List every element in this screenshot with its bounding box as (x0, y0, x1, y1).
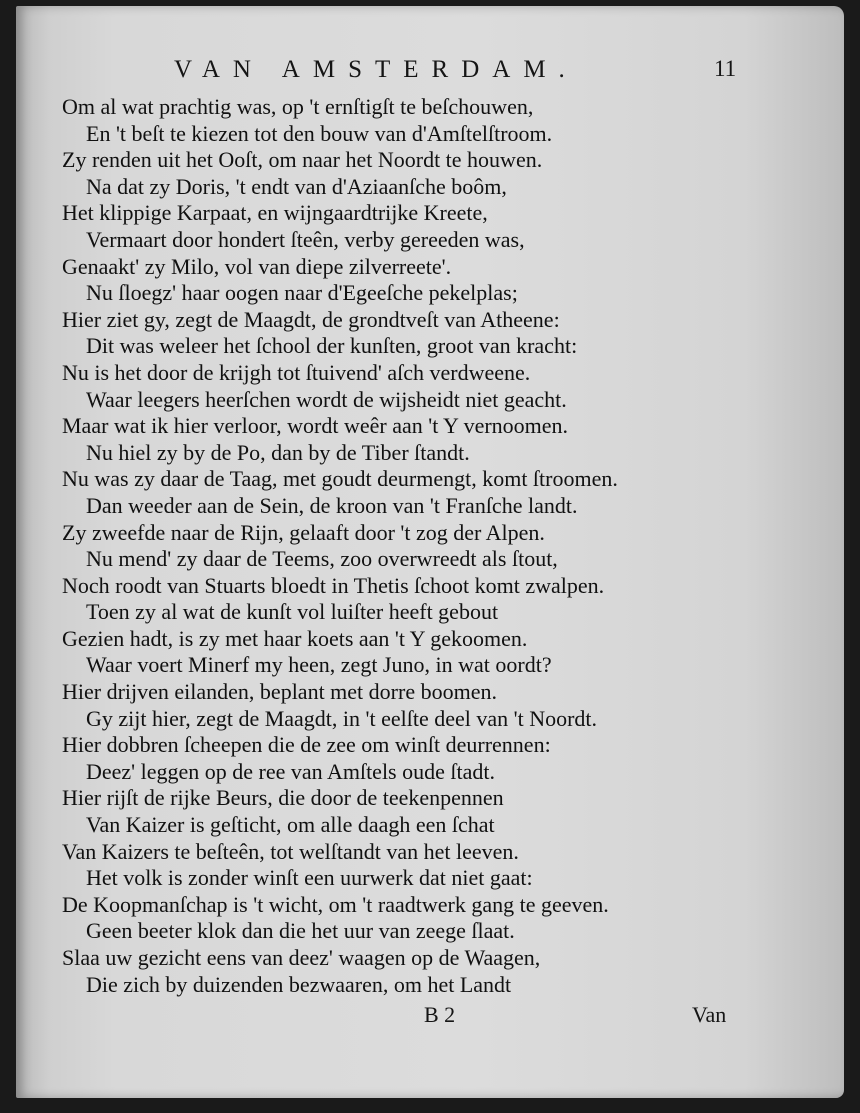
verse-line: Het klippige Karpaat, en wijngaardtrijke Kreete, (62, 200, 488, 226)
verse-line: Hier dobbren ſcheepen die de zee om winſt deurrennen: (62, 732, 551, 758)
verse-line: Nu hiel zy by de Po, dan by de Tiber ſtandt. (86, 439, 470, 465)
verse-line: Hier drijven eilanden, beplant met dorre boomen. (62, 679, 497, 705)
verse-line: Vermaart door hondert ſteên, verby gereeden was, (86, 226, 525, 252)
verse-line: Het volk is zonder winſt een uurwerk dat niet gaat: (86, 865, 533, 891)
verse-line: Gy zijt hier, zegt de Maagdt, in 't eelſte deel van 't Noordt. (86, 705, 598, 731)
signature-mark: B 2 (424, 1002, 456, 1027)
verse-line: Noch roodt van Stuarts bloedt in Thetis ſchoot komt zwalpen. (62, 572, 605, 598)
verse-line: Om al wat prachtig was, op 't ernſtigſt te beſchouwen, (62, 94, 534, 119)
verse-line: De Koopmanſchap is 't wicht, om 't raadtwerk gang te geeven. (62, 891, 609, 917)
verse-line: Genaakt' zy Milo, vol van diepe zilverreete'. (62, 253, 452, 279)
page-header (16, 56, 844, 86)
verse-line: Gezien hadt, is zy met haar koets aan 't Y gekoomen. (62, 625, 528, 651)
verse-line: Waar leegers heerſchen wordt de wijsheidt niet geacht. (86, 386, 567, 412)
verse-line: Hier ziet gy, zegt de Maagdt, de grondtveſt van Atheene: (62, 306, 560, 332)
verse-line: Nu ſloegz' haar oogen naar d'Egeeſche pekelplas; (86, 280, 518, 306)
verse-line: Maar wat ik hier verloor, wordt weêr aan 't Y vernoomen. (62, 413, 569, 439)
verse-line: Die zich by duizenden bezwaaren, om het Landt (86, 971, 512, 997)
verse-line: Slaa uw gezicht eens van deez' waagen op de Waagen, (62, 945, 541, 970)
verse-line: Van Kaizer is geſticht, om alle daagh een ſchat (86, 812, 495, 838)
verse-line: Nu is het door de krijgh tot ſtuivend' aſch verdweene. (62, 359, 531, 385)
verse-line: Zy renden uit het Ooſt, om naar het Noordt te houwen. (62, 147, 543, 173)
verse-line: Dit was weleer het ſchool der kunſten, groot van kracht: (86, 333, 578, 359)
verse-line: Na dat zy Doris, 't endt van d'Aziaanſche boôm, (86, 173, 507, 199)
catchword: Van (692, 1002, 727, 1027)
verse-line: Dan weeder aan de Sein, de kroon van 't Franſche landt. (86, 492, 578, 518)
page-footer (16, 1002, 844, 1032)
verse-line: En 't beſt te kiezen tot den bouw van d'Amſtelſtroom. (86, 120, 553, 146)
page-number: 11 (714, 56, 737, 81)
verse-line: Geen beeter klok dan die het uur van zeege ſlaat. (86, 918, 515, 944)
verse-line: Zy zweefde naar de Rijn, gelaaft door 't zog der Alpen. (62, 519, 545, 545)
verse-line: Nu was zy daar de Taag, met goudt deurmengt, komt ſtroomen. (62, 466, 618, 492)
verse-line: Hier rijſt de rijke Beurs, die door de teekenpennen (62, 785, 504, 811)
verse-line: Van Kaizers te beſteên, tot welſtandt van het leeven. (62, 838, 519, 864)
book-page (16, 6, 844, 1098)
verse-line: Toen zy al wat de kunſt vol luiſter heeft gebout (86, 599, 499, 625)
poem-text (16, 94, 844, 998)
running-head: VAN AMSTERDAM. (174, 56, 578, 83)
verse-line: Nu mend' zy daar de Teems, zoo overwreedt als ſtout, (86, 546, 558, 572)
verse-line: Deez' leggen op de ree van Amſtels oude ſtadt. (86, 758, 495, 784)
verse-line: Waar voert Minerf my heen, zegt Juno, in wat oordt? (86, 652, 552, 678)
